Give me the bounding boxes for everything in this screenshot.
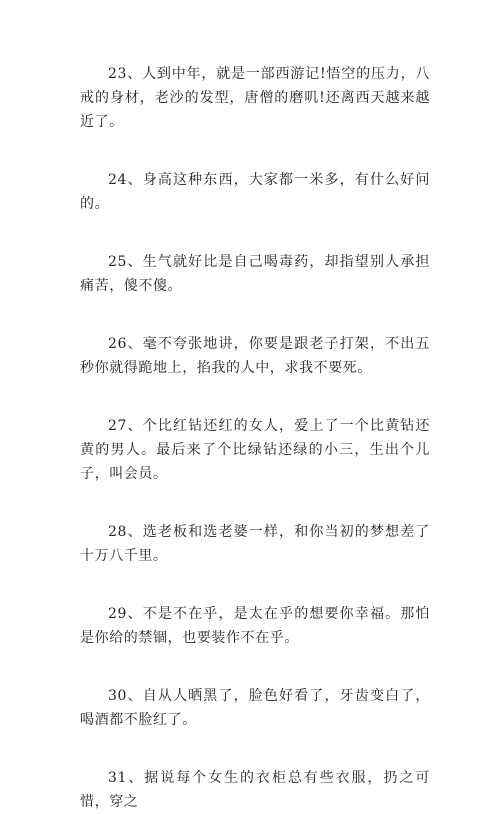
paragraph-25: 25、生气就好比是自己喝毒药，却指望别人承担痛苦，傻不傻。 [80,254,430,294]
document-body [80,62,430,814]
paragraph-24: 24、身高这种东西，大家都一米多，有什么好问的。 [80,172,430,212]
paragraph-29: 29、不是不在乎，是太在乎的想要你幸福。那怕是你给的禁锢，也要装作不在乎。 [80,606,430,646]
paragraph-31: 31、据说每个女生的衣柜总有些衣服，扔之可惜，穿之 [80,770,430,810]
paragraph-23: 23、人到中年，就是一部西游记!悟空的压力，八戒的身材，老沙的发型，唐僧的磨叽!还离西天越来越近了。 [80,66,430,130]
paragraph-27: 27、个比红钻还红的女人，爱上了一个比黄钻还黄的男人。最后来了个比绿钻还绿的小三，生出个儿子，叫会员。 [80,418,430,482]
paragraph-26: 26、毫不夸张地讲，你要是跟老子打架，不出五秒你就得跪地上，掐我的人中，求我不要死。 [80,336,430,376]
paragraph-28: 28、选老板和选老婆一样，和你当初的梦想差了十万八千里。 [80,524,430,564]
paragraph-30: 30、自从人晒黑了，脸色好看了，牙齿变白了，喝酒都不脸红了。 [80,688,430,728]
